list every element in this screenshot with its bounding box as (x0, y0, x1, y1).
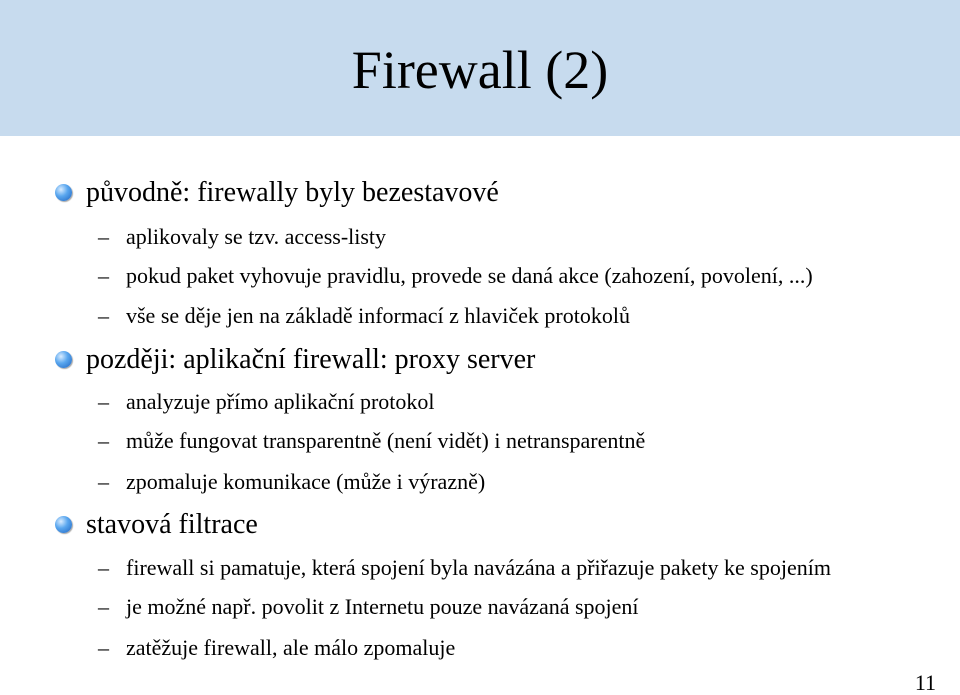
sub-item (0, 466, 960, 498)
sub-item (0, 221, 960, 253)
sub-item-text: je možné např. povolit z Internetu pouze navázaná spojení (126, 594, 639, 619)
bullet-item (0, 173, 960, 213)
sub-item-text: vše se děje jen na základě informací z hlaviček protokolů (126, 303, 630, 328)
dash-icon: – (98, 555, 109, 580)
sub-item (0, 552, 960, 584)
bullet-text: později: aplikační firewall: proxy server (86, 344, 536, 375)
dash-icon: – (98, 303, 109, 328)
sub-item (0, 591, 960, 623)
dash-icon: – (98, 263, 109, 288)
dash-icon: – (98, 224, 109, 249)
page-number: 11 (914, 670, 936, 695)
bullet-icon (55, 516, 72, 533)
sub-item-text: může fungovat transparentně (není vidět) i netransparentně (126, 428, 646, 453)
sub-item (0, 425, 960, 457)
dash-icon: – (98, 469, 109, 494)
dash-icon: – (98, 594, 109, 619)
sub-item-text: aplikovaly se tzv. access-listy (126, 224, 387, 249)
bullet-icon (55, 351, 72, 368)
sub-item-text: pokud paket vyhovuje pravidlu, provede se daná akce (zahození, povolení, ...) (126, 263, 813, 288)
sub-item (0, 300, 960, 332)
slide-title: Firewall (2) (351, 40, 609, 100)
sub-item-text: firewall si pamatuje, která spojení byla navázána a přiřazuje pakety ke spojením (126, 555, 831, 580)
sub-item-text: zpomaluje komunikace (může i výrazně) (126, 469, 486, 494)
sub-item (0, 632, 960, 664)
bullet-text: stavová filtrace (86, 509, 258, 540)
dash-icon: – (98, 389, 109, 414)
bullet-text: původně: firewally byly bezestavové (86, 177, 499, 208)
dash-icon: – (98, 428, 109, 453)
sub-item (0, 386, 960, 418)
sub-item-text: analyzuje přímo aplikační protokol (126, 389, 435, 414)
bullet-icon (55, 184, 72, 201)
sub-item-text: zatěžuje firewall, ale málo zpomaluje (126, 635, 456, 660)
bullet-item (0, 505, 960, 545)
dash-icon: – (98, 635, 109, 660)
sub-item (0, 260, 960, 292)
bullet-item (0, 340, 960, 380)
